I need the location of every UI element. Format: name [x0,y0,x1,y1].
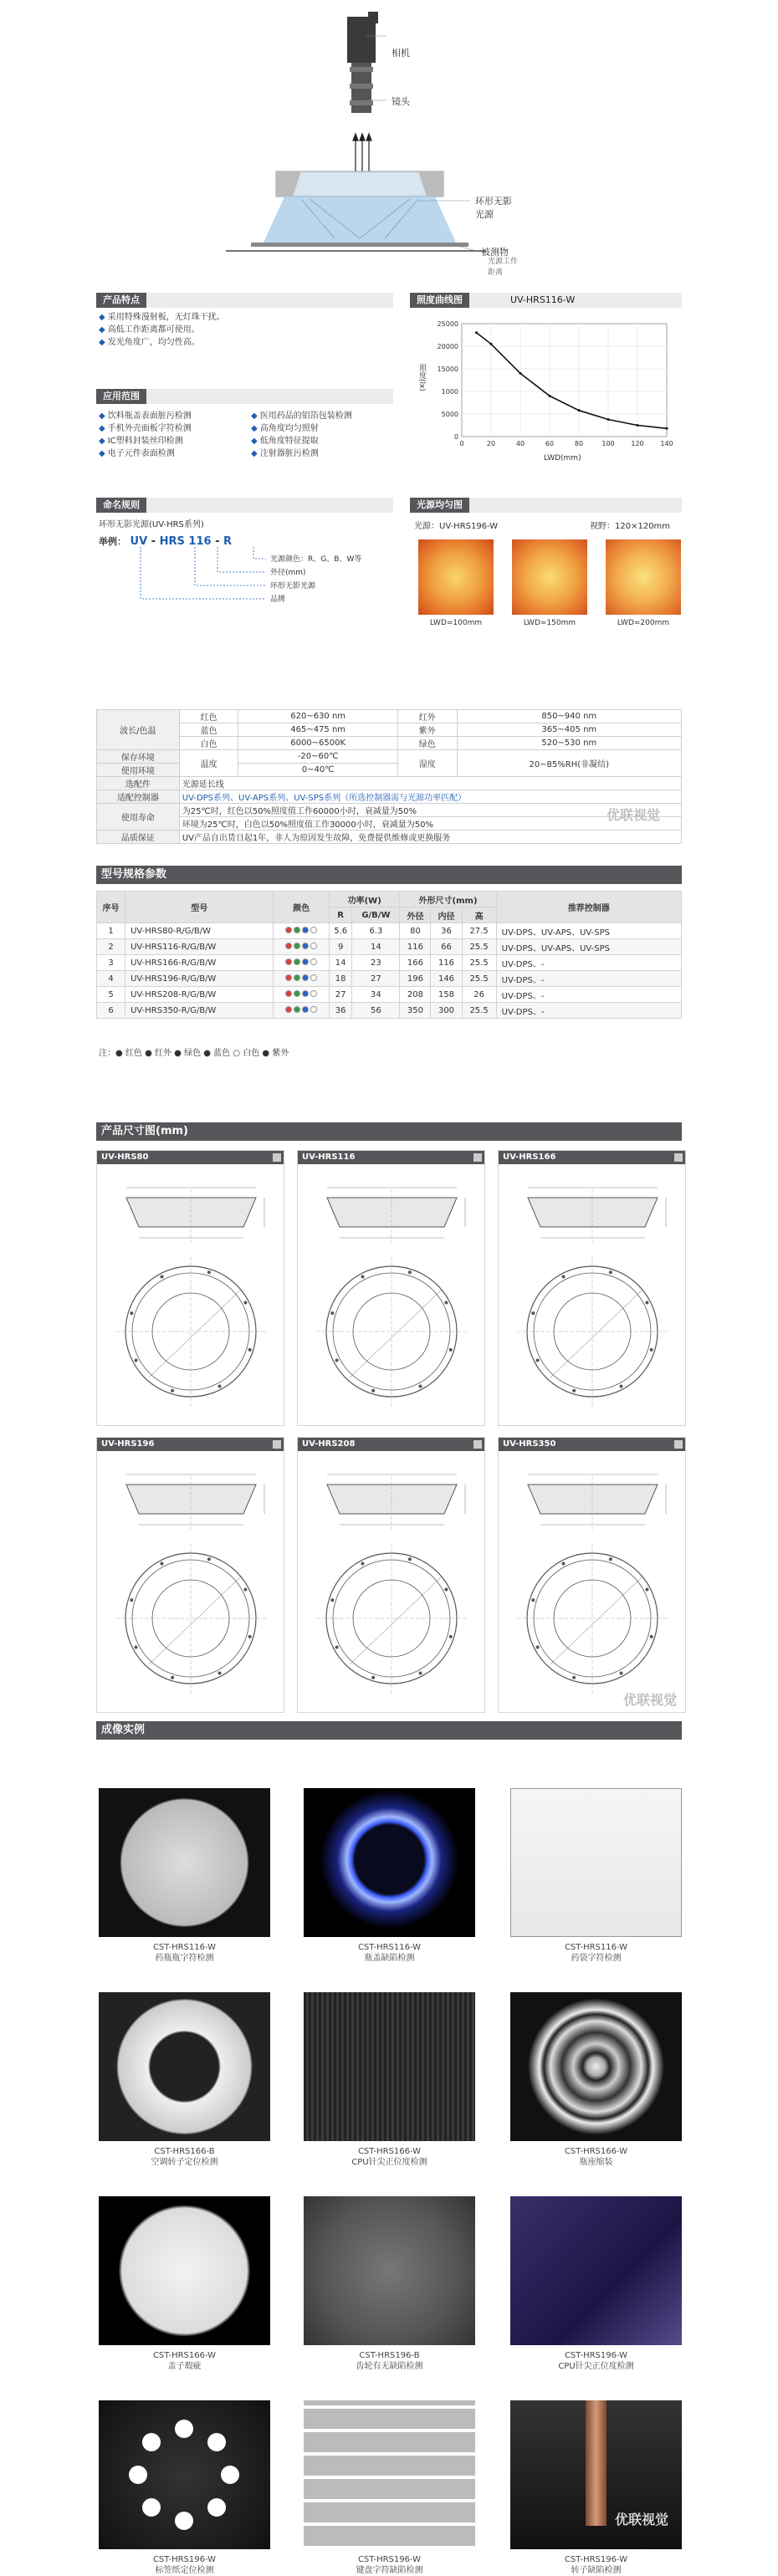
apps-header: 应用范围 [96,389,393,404]
x-tick-label: 140 [660,440,673,447]
color-dot [294,974,300,981]
naming-example-label: 举例： [99,536,126,547]
code-diameter: 116 [188,535,212,548]
dim-drawing [97,1451,285,1712]
dim-drawing [298,1451,486,1712]
uniform-view: 视野：120×120mm [590,522,671,531]
y-tick-label: 5000 [441,411,458,418]
color-dot [285,958,292,965]
naming-rule: 环形无影光源(UV-HRS系列) [99,520,204,529]
color-dot [302,1006,309,1013]
color-dot [294,958,300,965]
dim-panel-title: UV-HRS166 [499,1151,685,1164]
app-item: ◆ 手机外壳面板字符检测 [99,424,192,433]
object-label: 被测物 [481,247,509,258]
color-dot [302,958,309,965]
example-caption: CST-HRS166-W CPU针尖正位度检测 [351,2147,427,2167]
spec-table: 波长/色温 红色 620~630 nm 红外 850~940 nm 蓝色 465~475 nm 紫外 365~405 nm 白色 6000~6500K 绿色 520~530 nm 保存环境 温度 -20~60℃ 湿度 20~85%RH(非凝结) 使用环境 0~40℃ 选配件 光源延长线 适配控制器 UV-DPS系列、UV-APS系列、UV-SPS系列（所选控制器需与光源功率匹配） 使用寿命 为25℃时，红色以50%照度值工作60000小时，衰减量为50% 环境为25℃时，白色以50%照度值工作30000小时，衰减量为50% 品质保证 UV产品自出货日起1年，非人为原因发生故障，免费提供维修或更换服务 [96,709,682,844]
color-dot [310,943,317,949]
model-row: 2 UV-HRS116-R/G/B/W 9 14 116 66 25.5 UV-DPS、UV-APS、UV-SPS [97,939,682,955]
color-dot [302,990,309,997]
optical-diagram [167,0,519,277]
color-dot [285,990,292,997]
illum-chart [410,314,682,468]
chart-ylabel: 照度(lx) [417,364,426,391]
chart-xlabel: LWD(mm) [544,454,581,463]
watermark: 优联视觉 [623,1692,678,1708]
app-item: ◆ 低角度特征提取 [251,437,319,446]
dim-panel-title: UV-HRS116 [298,1151,484,1164]
illum-chart-svg [410,314,682,468]
label-dot [175,2420,193,2438]
app-item: ◆ 注射器脏污检测 [251,449,319,458]
y-tick-label: 1000 [441,388,458,396]
y-tick-label: 15000 [437,365,458,373]
spec-label: 波长/色温 [97,710,180,750]
x-tick-label: 80 [574,440,584,447]
data-point [666,427,668,430]
y-tick-label: 20000 [437,343,458,350]
color-dot [294,990,300,997]
example-caption: CST-HRS166-W 盖子瑕疵 [152,2351,217,2371]
example-caption: CST-HRS196-B 齿轮有无缺陷检测 [356,2351,423,2371]
uniform-source: 光源：UV-HRS196-W [414,522,499,531]
model-row: 5 UV-HRS208-R/G/B/W 27 34 208 158 26 UV-DPS、- [97,987,682,1003]
uniform-map-2 [512,539,587,615]
example-photo [304,2400,475,2549]
apps-list-right [251,410,397,460]
label-dot [175,2512,193,2530]
data-point [520,372,522,375]
naming-block: 环形无影光源(UV-HRS系列) 举例： UV - HRS 116 - R 光源颜色：R、G、B、W等 外径(mm) 环形无影光源 品牌 [99,517,392,642]
example-caption: CST-HRS196-W CPU针尖正位度检测 [558,2351,634,2371]
example-photo [510,1992,682,2141]
model-row: 4 UV-HRS196-R/G/B/W 18 27 196 146 25.5 UV-DPS、- [97,971,682,987]
expand-icon [674,1153,683,1162]
features-list [99,311,383,349]
color-dots [274,987,330,1003]
expand-icon [674,1440,683,1449]
label-dot [221,2466,239,2484]
example-photo [510,2196,682,2345]
uniform-label: LWD=150mm [523,619,576,627]
code-brand: UV [130,535,148,548]
model-row: 6 UV-HRS350-R/G/B/W 36 56 350 300 25.5 UV-DPS、- [97,1003,682,1019]
legend-brand: 品牌 [270,595,286,604]
color-note: 注：● 红色 ● 红外 ● 绿色 ● 蓝色 ○ 白色 ● 紫外 [99,1049,289,1058]
expand-icon [473,1440,482,1449]
uniform-map-1 [418,539,494,615]
x-tick-label: 120 [631,440,644,447]
example-photo [99,1788,270,1937]
dim-panel [96,1437,284,1713]
expand-icon [273,1153,281,1162]
example-caption: CST-HRS166-W 瓶座缩装 [564,2147,628,2167]
spec-label: 品质保证 [97,831,180,844]
dims-header: 产品尺寸图(mm) [96,1122,682,1141]
dim-drawing [97,1164,285,1425]
dim-panel-title: UV-HRS80 [97,1151,284,1164]
illum-header: 照度曲线图 UV-HRS116-W [410,293,682,308]
color-dot [294,927,300,933]
model-row: 3 UV-HRS166-R/G/B/W 14 23 166 116 25.5 UV-DPS、- [97,955,682,971]
ring-light-label: 环形无影光源 [475,196,512,220]
app-item: ◆ 医用药品的铝箔包装检测 [251,411,352,421]
features-header: 产品特点 [96,293,393,308]
rotor-shape [586,2400,607,2526]
example-caption: CST-HRS196-W 转子缺陷检测 [564,2555,628,2575]
feature-item: ◆ 高低工作距离都可使用。 [99,325,200,335]
x-tick-label: 60 [545,440,555,447]
naming-header: 命名规则 [96,498,393,513]
example-photo [304,1788,475,1937]
examples-header: 成像实例 [96,1721,682,1740]
label-dot [142,2498,161,2517]
models-header: 型号规格参数 [96,866,682,884]
watermark: 优联视觉 [607,807,661,823]
work-distance-label: 光源工作距离 [488,258,519,277]
feature-item: ◆ 采用特殊漫射板，无灯珠干扰。 [99,313,225,322]
uniform-label: LWD=100mm [429,619,483,627]
legend-diameter: 外径(mm) [270,569,306,577]
spec-label: 使用寿命 [97,804,180,831]
color-dot [294,943,300,949]
data-point [475,331,478,334]
color-dot [310,958,317,965]
color-dot [285,1006,292,1013]
expand-icon [473,1153,482,1162]
data-point [549,395,551,397]
color-dot [285,974,292,981]
feature-item: ◆ 发光角度广，均匀性高。 [99,338,200,347]
code-series: HRS [159,535,185,548]
example-caption: CST-HRS116-W 药瓶瓶字符检测 [152,1943,217,1963]
spec-label: 使用环境 [97,764,180,777]
example-photo [304,1992,475,2141]
uniform-label: LWD=200mm [617,619,670,627]
plot-frame [462,324,667,437]
color-dot [310,1006,317,1013]
label-dot [207,2433,226,2451]
color-dot [302,927,309,933]
color-dot [285,943,292,949]
app-item: ◆ 电子元件表面检测 [99,449,175,458]
example-caption: CST-HRS166-B 空调转子定位检测 [151,2147,218,2167]
app-item: ◆ 高角度均匀照射 [251,424,319,433]
x-tick-label: 20 [486,440,496,447]
label-dot [129,2466,147,2484]
example-photo [304,2196,475,2345]
x-tick-label: 100 [601,440,615,447]
color-dot [302,943,309,949]
color-dots [274,1003,330,1019]
color-dot [285,927,292,933]
color-dot [310,990,317,997]
dim-panel [498,1150,686,1426]
y-tick-label: 25000 [437,320,458,328]
dim-drawing [499,1164,687,1425]
dim-drawing [499,1451,687,1712]
color-dot [302,974,309,981]
example-photo [510,1788,682,1937]
example-caption: CST-HRS196-W 标签纸定位检测 [152,2555,217,2575]
example-caption: CST-HRS116-W 瓶盖缺陷检测 [357,1943,422,1963]
dim-panel [96,1150,284,1426]
lens-label: 镜头 [392,96,410,107]
color-dot [310,974,317,981]
model-row: 1 UV-HRS80-R/G/B/W 5.6 6.3 80 36 27.5 UV-DPS、UV-APS、UV-SPS [97,923,682,939]
example-caption: CST-HRS196-W 键盘字符缺陷检测 [356,2555,423,2575]
data-point [578,409,581,411]
app-item: ◆ IC塑料封装丝印检测 [99,437,183,446]
app-item: ◆ 饮料瓶盖表面脏污检测 [99,411,192,421]
code-color: R [223,535,233,548]
color-dots [274,939,330,955]
uniform-header: 光源均匀图 [410,498,682,513]
legend-type: 环形无影光源 [270,582,316,590]
camera-label: 相机 [392,48,410,59]
x-tick-label: 40 [515,440,525,447]
color-dot [294,1006,300,1013]
dim-panel [297,1437,485,1713]
example-photo [99,1992,270,2141]
watermark: 优联视觉 [615,2512,669,2527]
dim-panel-title: UV-HRS196 [97,1438,284,1451]
spec-label: 选配件 [97,777,180,790]
y-tick-label: 0 [453,433,458,441]
color-dots [274,955,330,971]
dim-panel-title: UV-HRS208 [298,1438,484,1451]
models-table: 序号 型号 颜色 功率(W) 外形尺寸(mm) 推荐控制器 R G/B/W 外径 内径 高 1 UV-HRS80-R/G/B/W 5.6 6.3 80 36 27.5 UV-DPS、UV-APS、UV-SPS 2 UV-HRS116-R/G/B/W 9 14 116 66 25.5 UV-DPS、UV-APS、UV-SPS 3 UV-HRS166-R/G/B/W 14 23 166 116 25.5 UV-DPS、- 4 UV-HRS196-R/G/B/W 18 27 196 146 25.5 UV-DPS、- 5 UV-HRS208-R/G/B/W 27 34 208 158 26 UV-DPS、- 6 UV-HRS350-R/G/B/W 36 56 350 300 25.5 UV-DPS、- [96,891,682,1019]
color-dots [274,923,330,939]
label-dot [142,2433,161,2451]
spec-label: 保存环境 [97,750,180,764]
data-point [490,343,493,345]
apps-list-left [99,410,245,460]
color-dots [274,971,330,987]
spec-label: 适配控制器 [97,790,180,804]
x-tick-label: 0 [459,440,464,447]
dim-panel [297,1150,485,1426]
data-point [607,418,610,421]
example-photo [99,2196,270,2345]
legend-color: 光源颜色：R、G、B、W等 [270,555,362,564]
uniform-map-3 [606,539,681,615]
dim-panel-title: UV-HRS350 [499,1438,685,1451]
example-photo [99,2400,270,2549]
label-dot [207,2498,226,2517]
dim-drawing [298,1164,486,1425]
expand-icon [273,1440,281,1449]
example-caption: CST-HRS116-W 药袋字符检测 [564,1943,628,1963]
dim-panel [498,1437,686,1713]
color-dot [310,927,317,933]
data-point [637,424,639,427]
